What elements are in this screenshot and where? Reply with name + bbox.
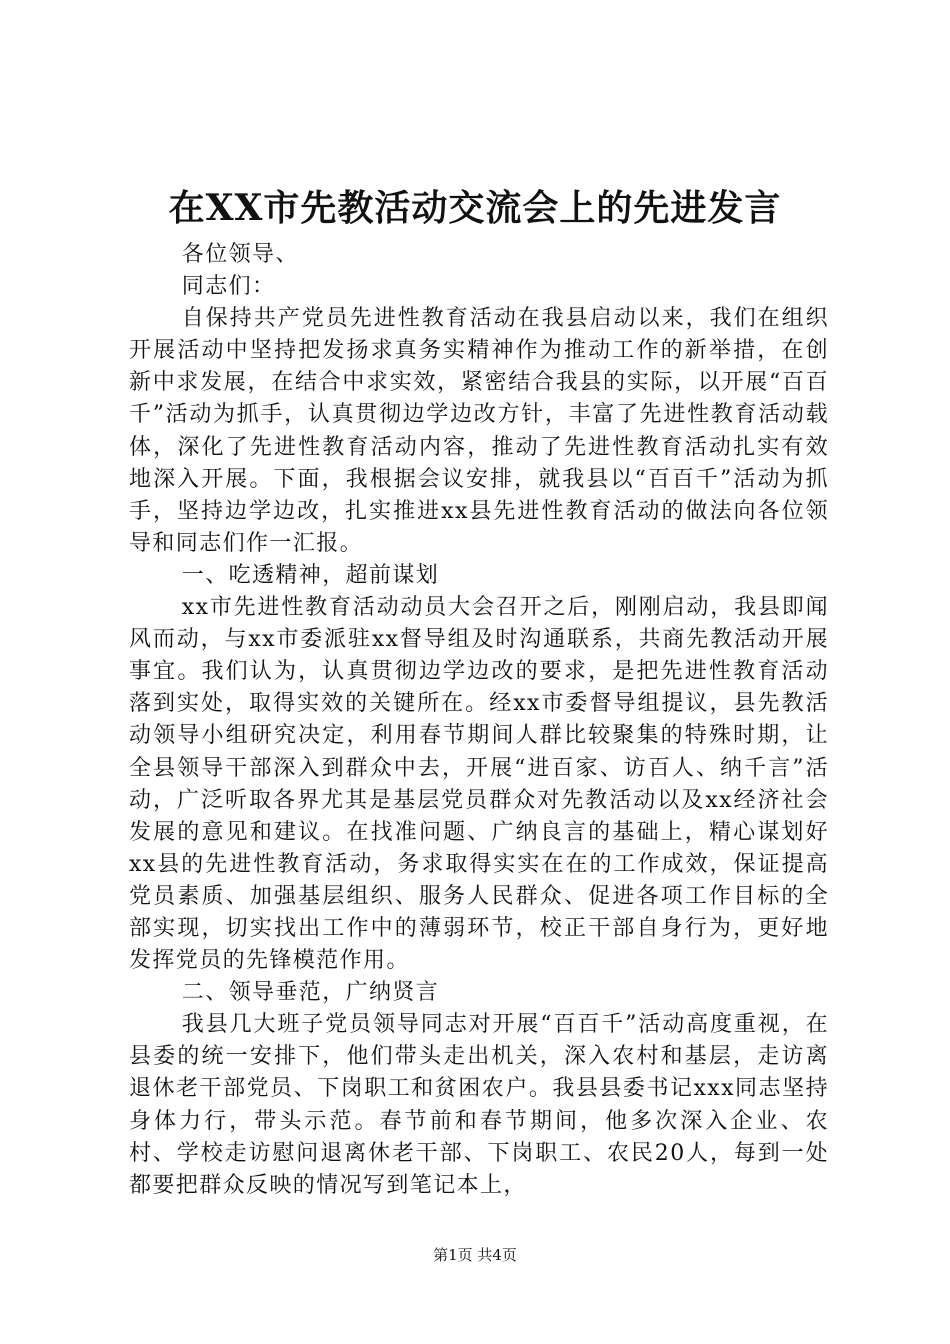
- paragraph-section-1: xx市先进性教育活动动员大会召开之后，刚刚启动，我县即闻风而动，与xx市委派驻xx督导组及时沟通联系，共商先教活动开展事宜。我们认为，认真贯彻边学边改的要求，是把先进性教育活动落到实处，取得实效的关键所在。经xx市委督导组提议，县先教活动领导小组研究决定，利用春节期间人群比较聚集的特殊时期，让全县领导干部深入到群众中去，开展“进百家、访百人、纳千言”活动，广泛听取各界尤其是基层党员群众对先教活动以及xx经济社会发展的意见和建议。在找准问题、广纳良言的基础上，精心谋划好xx县的先进性教育活动，务求取得实实在在的工作成效，保证提高党员素质、加强基层组织、服务人民群众、促进各项工作目标的全部实现，切实找出工作中的薄弱环节，校正干部自身行为，更好地发挥党员的先锋模范作用。: [129, 595, 829, 974]
- paragraph-section-2: 我县几大班子党员领导同志对开展“百百千”活动高度重视，在县委的统一安排下，他们带头走出机关，深入农村和基层，走访离退休老干部党员、下岗职工和贫困农户。我县县委书记xxx同志坚持身体力行，带头示范。春节前和春节期间，他多次深入企业、农村、学校走访慰问退离休老干部、下岗职工、农民20人，每到一处都要把群众反映的情况写到笔记本上，: [129, 1012, 829, 1198]
- paragraph-intro: 自保持共产党员先进性教育活动在我县启动以来，我们在组织开展活动中坚持把发扬求真务实精神作为推动工作的新举措，在创新中求发展，在结合中求实效，紧密结合我县的实际，以开展“百百千”活动为抓手，认真贯彻边学边改方针，丰富了先进性教育活动载体，深化了先进性教育活动内容，推动了先进性教育活动扎实有效地深入开展。下面，我根据会议安排，就我县以“百百千”活动为抓手，坚持边学边改，扎实推进xx县先进性教育活动的做法向各位领导和同志们作一汇报。: [129, 306, 829, 556]
- page-number: 第1页 共4页: [433, 1246, 517, 1264]
- section-heading-2: 二、领导垂范，广纳贤言: [181, 980, 440, 1006]
- document-title: 在XX市先教活动交流会上的先进发言: [168, 187, 782, 229]
- section-heading-1: 一、吃透精神，超前谋划: [181, 562, 440, 588]
- salutation-leaders: 各位领导、: [181, 242, 299, 267]
- document-body: [129, 239, 829, 1202]
- salutation-comrades: 同志们：: [181, 274, 276, 300]
